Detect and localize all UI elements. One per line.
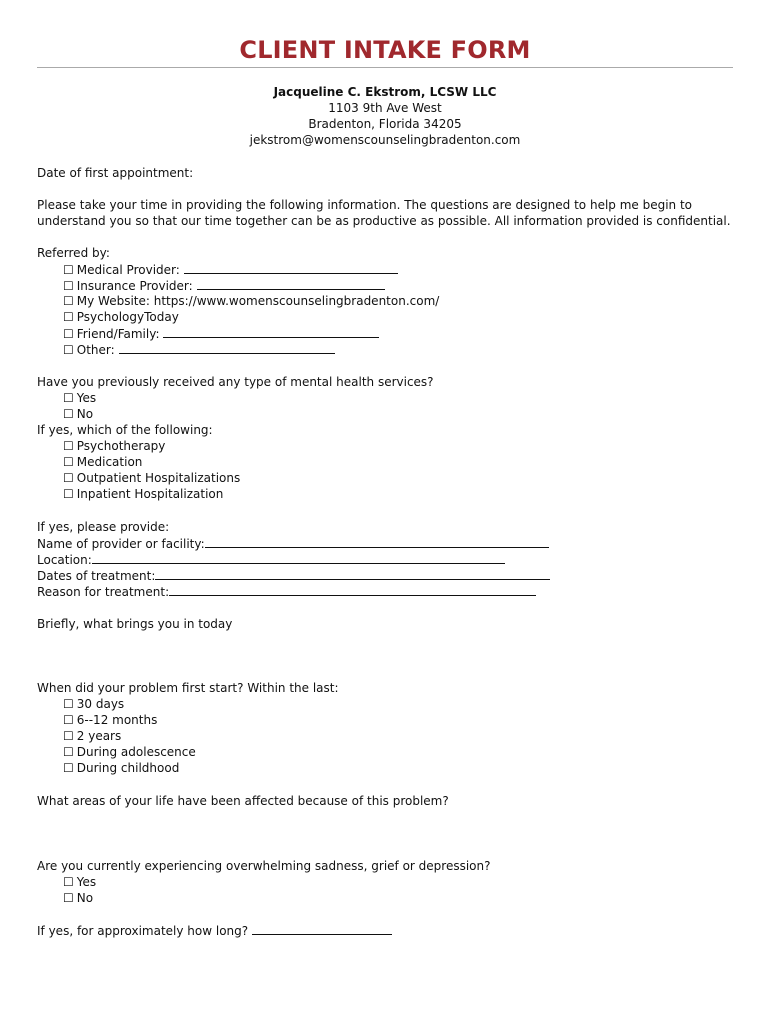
- dates-of-treatment-field[interactable]: [37, 567, 550, 584]
- referral-option-website[interactable]: [63, 293, 439, 309]
- option-label: 6--12 months: [76, 713, 158, 727]
- service-type-psychotherapy[interactable]: [63, 438, 165, 454]
- checkbox-icon[interactable]: ☐: [63, 327, 74, 341]
- field-label: If yes, for approximately how long?: [37, 924, 249, 938]
- field-label: Dates of treatment:: [37, 569, 156, 583]
- checkbox-icon[interactable]: ☐: [63, 875, 74, 889]
- problem-start-30-days[interactable]: [63, 696, 124, 712]
- checkbox-icon[interactable]: ☐: [63, 391, 74, 405]
- first-appointment-label: Date of first appointment:: [37, 166, 194, 180]
- option-label: Outpatient Hospitalizations: [76, 471, 241, 485]
- service-type-outpatient[interactable]: [63, 470, 240, 486]
- problem-start-6-12-months[interactable]: [63, 712, 157, 728]
- option-label: Psychotherapy: [76, 439, 166, 453]
- insurance-provider-blank[interactable]: [197, 277, 385, 290]
- other-blank[interactable]: [119, 341, 335, 354]
- option-label: Other:: [76, 343, 115, 357]
- option-label: Friend/Family:: [76, 327, 160, 341]
- practice-name: Jacqueline C. Ekstrom, LCSW LLC: [273, 85, 497, 99]
- provider-name-field[interactable]: [37, 535, 549, 552]
- option-label: Medication: [76, 455, 143, 469]
- provider-name-blank[interactable]: [205, 535, 549, 548]
- intro-paragraph: Please take your time in providing the following information. The questions are designed to help me begin to understand you so that our time together can be as productive as possible. All information provided is confidential.: [37, 198, 731, 228]
- referral-option-insurance-provider[interactable]: [63, 277, 385, 294]
- how-long-field[interactable]: [37, 922, 392, 939]
- checkbox-icon[interactable]: ☐: [63, 343, 74, 357]
- option-label: No: [76, 407, 94, 421]
- option-label: Yes: [76, 391, 97, 405]
- reason-for-treatment-blank[interactable]: [169, 583, 536, 596]
- areas-affected-question: What areas of your life have been affected because of this problem?: [37, 794, 449, 808]
- option-label: 30 days: [76, 697, 125, 711]
- option-label: My Website: https://www.womenscounselingbradenton.com/: [76, 294, 440, 308]
- option-label: Insurance Provider:: [76, 279, 193, 293]
- service-type-question: If yes, which of the following:: [37, 423, 213, 437]
- checkbox-icon[interactable]: ☐: [63, 697, 74, 711]
- checkbox-icon[interactable]: ☐: [63, 310, 74, 324]
- brings-you-in-question: Briefly, what brings you in today: [37, 617, 233, 631]
- how-long-blank[interactable]: [252, 922, 392, 935]
- checkbox-icon[interactable]: ☐: [63, 455, 74, 469]
- option-label: 2 years: [76, 729, 122, 743]
- option-label: Yes: [76, 875, 97, 889]
- option-label: No: [76, 891, 94, 905]
- field-label: Reason for treatment:: [37, 585, 170, 599]
- referred-by-label: Referred by:: [37, 246, 110, 260]
- checkbox-icon[interactable]: ☐: [63, 729, 74, 743]
- checkbox-icon[interactable]: ☐: [63, 891, 74, 905]
- checkbox-icon[interactable]: ☐: [63, 471, 74, 485]
- address-line-1: 1103 9th Ave West: [328, 101, 442, 115]
- checkbox-icon[interactable]: ☐: [63, 761, 74, 775]
- option-label: Inpatient Hospitalization: [76, 487, 224, 501]
- checkbox-icon[interactable]: ☐: [63, 263, 74, 277]
- problem-start-2-years[interactable]: [63, 728, 121, 744]
- service-type-inpatient[interactable]: [63, 486, 223, 502]
- referral-option-medical-provider[interactable]: [63, 261, 398, 278]
- referral-option-friend-family[interactable]: [63, 325, 379, 342]
- previous-services-question: Have you previously received any type of mental health services?: [37, 375, 434, 389]
- reason-for-treatment-field[interactable]: [37, 583, 536, 600]
- sadness-no[interactable]: [63, 890, 93, 906]
- location-blank[interactable]: [92, 551, 505, 564]
- option-label: Medical Provider:: [76, 263, 180, 277]
- dates-of-treatment-blank[interactable]: [155, 567, 550, 580]
- service-type-medication[interactable]: [63, 454, 142, 470]
- option-label: During adolescence: [76, 745, 196, 759]
- field-label: Location:: [37, 553, 92, 567]
- title-divider: [37, 67, 733, 68]
- checkbox-icon[interactable]: ☐: [63, 439, 74, 453]
- address-line-2: Bradenton, Florida 34205: [308, 117, 462, 131]
- checkbox-icon[interactable]: ☐: [63, 407, 74, 421]
- sadness-question: Are you currently experiencing overwhelming sadness, grief or depression?: [37, 859, 491, 873]
- checkbox-icon[interactable]: ☐: [63, 294, 74, 308]
- form-title: CLIENT INTAKE FORM: [239, 36, 531, 64]
- problem-start-question: When did your problem first start? Within the last:: [37, 681, 339, 695]
- referral-option-psychologytoday[interactable]: [63, 309, 179, 325]
- referral-option-other[interactable]: [63, 341, 335, 358]
- sadness-yes[interactable]: [63, 874, 96, 890]
- checkbox-icon[interactable]: ☐: [63, 713, 74, 727]
- checkbox-icon[interactable]: ☐: [63, 487, 74, 501]
- friend-family-blank[interactable]: [163, 325, 379, 338]
- problem-start-childhood[interactable]: [63, 760, 179, 776]
- checkbox-icon[interactable]: ☐: [63, 279, 74, 293]
- previous-services-yes[interactable]: [63, 390, 96, 406]
- location-field[interactable]: [37, 551, 505, 568]
- problem-start-adolescence[interactable]: [63, 744, 196, 760]
- field-label: Name of provider or facility:: [37, 537, 205, 551]
- provide-details-label: If yes, please provide:: [37, 520, 170, 534]
- previous-services-no[interactable]: [63, 406, 93, 422]
- option-label: PsychologyToday: [76, 310, 179, 324]
- option-label: During childhood: [76, 761, 180, 775]
- contact-email: jekstrom@womenscounselingbradenton.com: [249, 133, 521, 147]
- medical-provider-blank[interactable]: [184, 261, 398, 274]
- checkbox-icon[interactable]: ☐: [63, 745, 74, 759]
